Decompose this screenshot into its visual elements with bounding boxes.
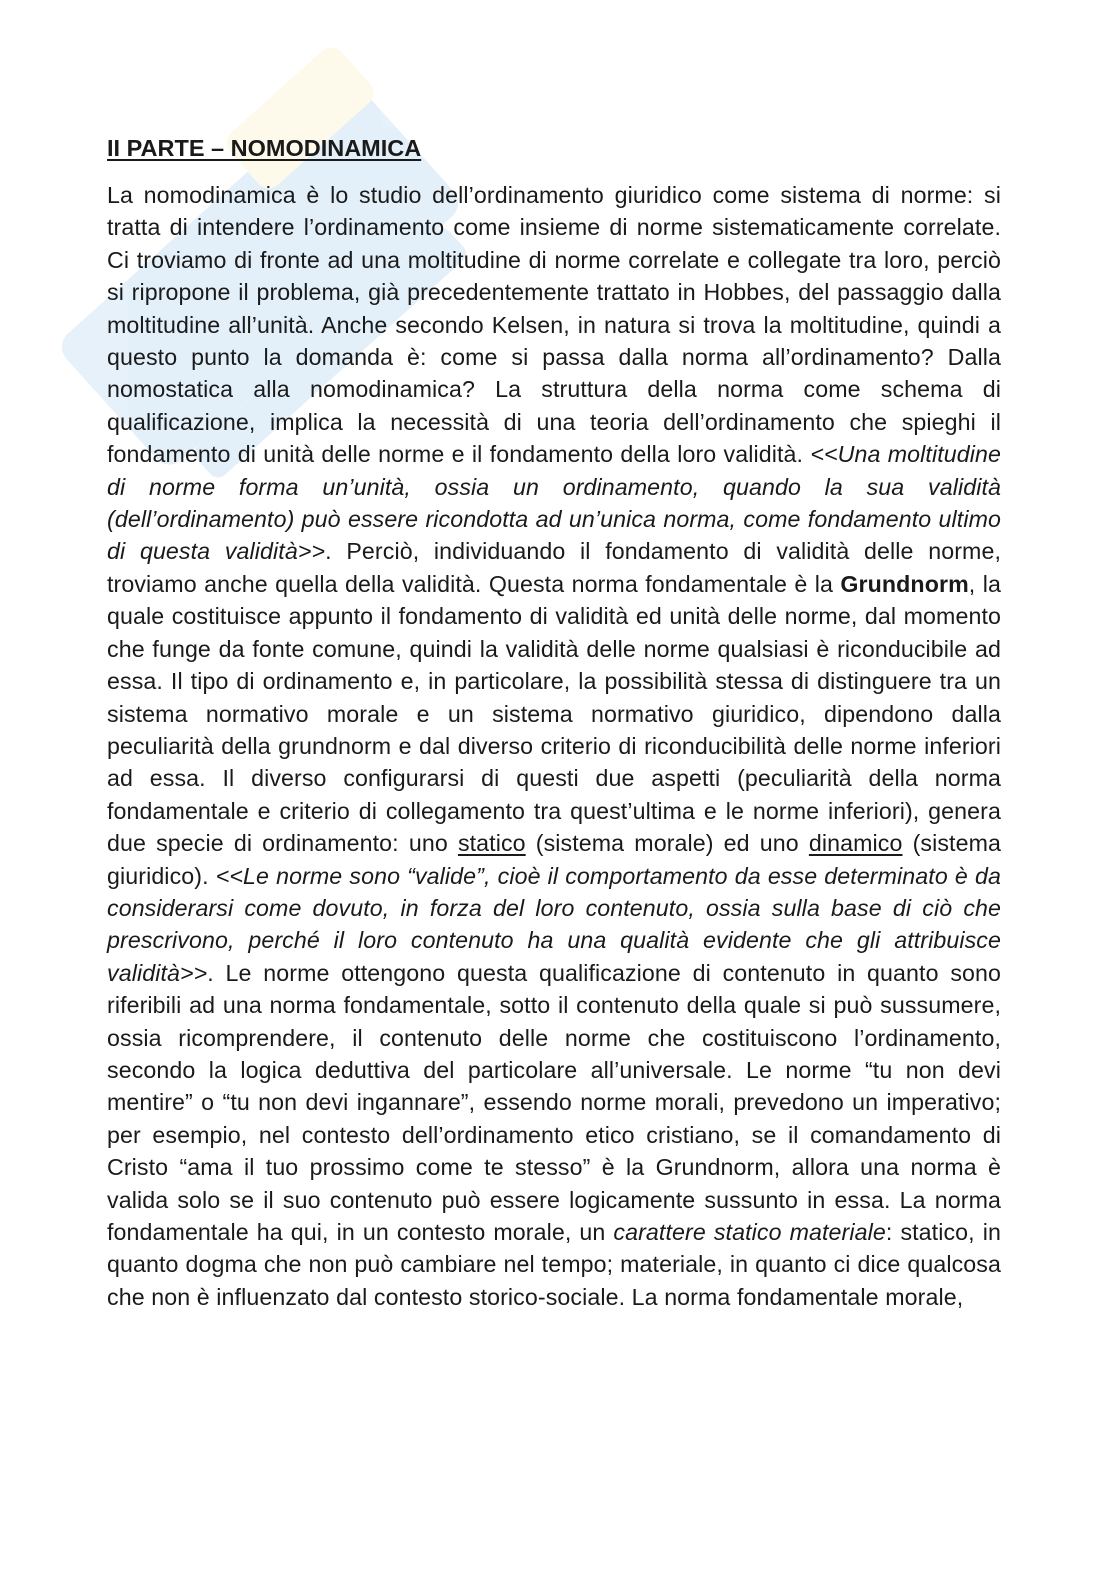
body-paragraph <box>107 179 1001 1313</box>
text-run: . Perciò, individuando il fondamento di validità delle norme, troviamo anche quella della validità. Questa norma fondamentale è la <box>107 538 1001 597</box>
text-run: : statico, in quanto dogma che non può cambiare nel tempo; materiale, in quanto ci dice qualcosa che non è influenzato dal contesto storico-sociale. La norma fondamentale morale, <box>107 1219 1001 1310</box>
text-run: . Le norme ottengono questa qualificazione di contenuto in quanto sono riferibili ad una norma fondamentale, sotto il contenuto della quale si può sussumere, ossia ricomprendere, il contenuto delle norme che costituiscono l’ordinamento, secondo la logica deduttiva del particolare all’universale. Le norme “tu non devi mentire” o “tu non devi ingannare”, essendo norme morali, prevedono un imperativo; per esempio, nel contesto dell’ordinamento etico cristiano, se il comandamento di Cristo “ama il tuo prossimo come te stesso” è la Grundnorm, allora una norma è valida solo se il suo contenuto può essere logicamente sussunto in essa. La norma fondamentale ha qui, in un contesto morale, un <box>107 959 1001 1245</box>
term-statico: statico <box>457 830 526 857</box>
quote-kelsen-unity: <<Una moltitudine di norme forma un’unità, ossia un ordinamento, quando la sua validità (dell’ordinamento) può essere ricondotta ad un’unica norma, come fondamento ultimo di questa validità>> <box>107 441 1001 565</box>
text-run: La nomodinamica è lo studio dell’ordinamento giuridico come sistema di norme: si tratta di intendere l’ordinamento come insieme di norme sistematicamente correlate. Ci troviamo di fronte ad una moltitudine di norme correlate e collegate tra loro, perciò si ripropone il problema, già precedentemente trattato in Hobbes, del passaggio dalla moltitudine all’unità. Anche secondo Kelsen, in natura si trova la moltitudine, quindi a questo punto la domanda è: come si passa dalla norma all’ordinamento? Dalla nomostatica alla nomodinamica? La struttura della norma come schema di qualificazione, implica la necessità di una teoria dell’ordinamento che spieghi il fondamento di unità delle norme e il fondamento della loro validità. <box>107 182 1001 468</box>
term-dinamico: dinamico <box>808 830 903 857</box>
term-grundnorm: Grundnorm <box>840 570 969 597</box>
quote-kelsen-validity: <<Le norme sono “valide”, cioè il comportamento da esse determinato è da considerarsi come dovuto, in forza del loro contenuto, ossia sulla base di ciò che prescrivono, perché il loro contenuto ha una qualità evidente che gli attribuisce validità>> <box>107 862 1001 986</box>
text-run: (sistema morale) ed uno <box>525 830 809 857</box>
section-heading: II PARTE – NOMODINAMICA <box>107 135 422 161</box>
document-page <box>107 131 1001 1313</box>
text-run: (sistema giuridico). <box>107 830 1002 889</box>
term-carattere-statico: carattere statico materiale <box>613 1219 886 1245</box>
text-run: , la quale costituisce appunto il fondamento di validità ed unità delle norme, dal momento che funge da fonte comune, quindi la validità delle norme qualsiasi è riconducibile ad essa. Il tipo di ordinamento e, in particolare, la possibilità stessa di distinguere tra un sistema normativo morale e un sistema normativo giuridico, dipendono dalla peculiarità della grundnorm e dal diverso criterio di riconducibilità delle norme inferiori ad essa. Il diverso configurarsi di questi due aspetti (peculiarità della norma fondamentale e criterio di collegamento tra quest’ultima e le norme inferiori), genera due specie di ordinamento: uno <box>107 570 1001 857</box>
